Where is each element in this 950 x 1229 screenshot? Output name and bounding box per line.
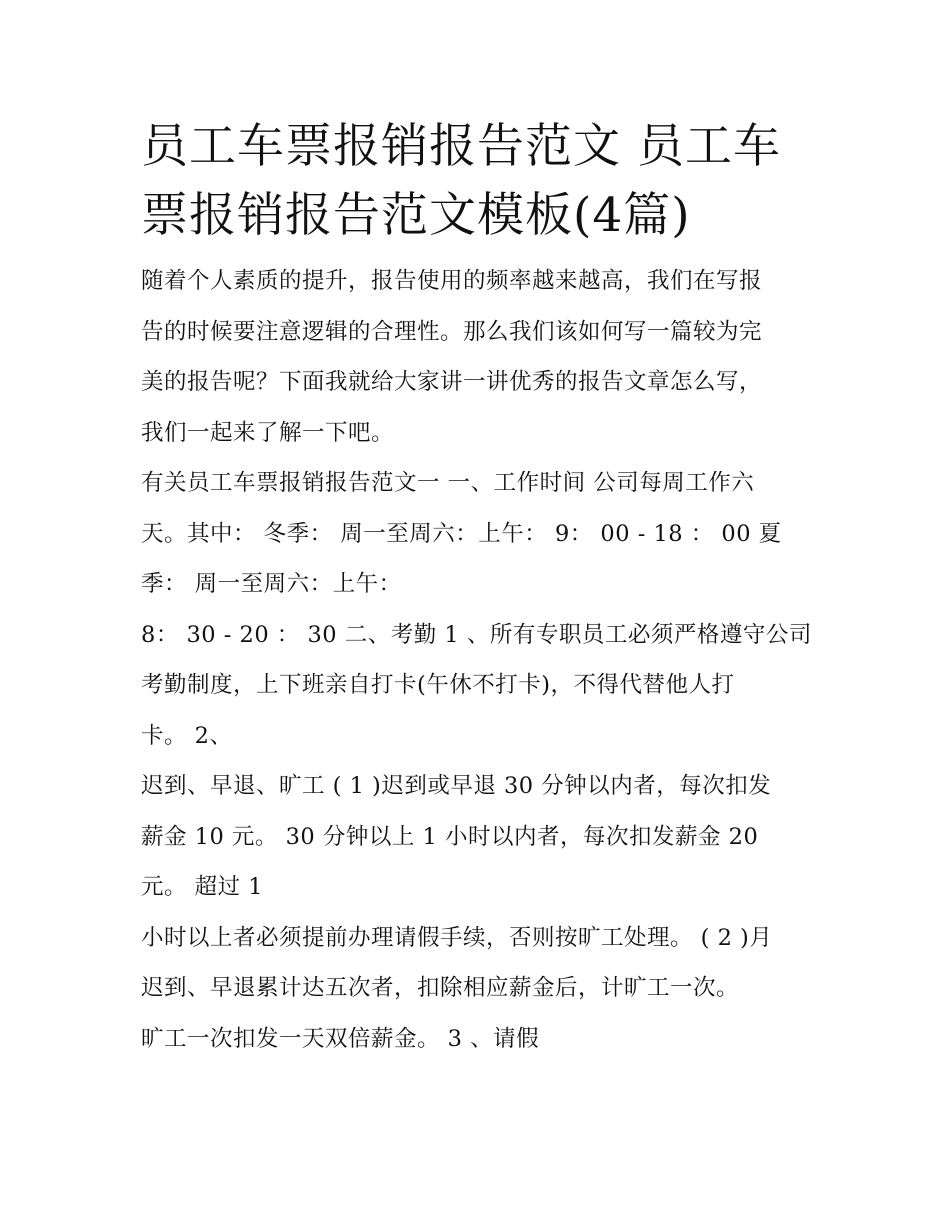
text-line: 旷工一次扣发一天双倍薪金。 3 、请假 <box>141 1025 540 1052</box>
text-line: 8： 30 - 20 ： 30 二、考勤 1 、所有专职员工必须严格遵守公司 <box>141 621 812 648</box>
text-line: 元。 超过 1 <box>141 874 264 900</box>
intro-paragraph <box>141 256 813 458</box>
document-title <box>141 112 813 250</box>
text-line: 小时以上者必须提前办理请假手续，否则按旷工处理。 ( 2 )月 <box>141 924 773 951</box>
text-line: 我们一起来了解一下吧。 <box>141 419 395 446</box>
text-line: 随着个人素质的提升，报告使用的频率越来越高，我们在写报 <box>141 268 763 294</box>
text-line: 美的报告呢？下面我就给大家讲一讲优秀的报告文章怎么写， <box>141 369 763 395</box>
title-line: 员工车票报销报告范文 员工车 <box>141 119 781 174</box>
title-line: 票报销报告范文模板(4篇) <box>141 188 691 243</box>
text-line: 天。其中： 冬季： 周一至周六：上午： 9： 00 - 18 ： 00 夏 <box>141 520 782 547</box>
text-line: 迟到、早退、旷工 ( 1 )迟到或早退 30 分钟以内者，每次扣发 <box>141 773 772 799</box>
text-line: 告的时候要注意逻辑的合理性。那么我们该如何写一篇较为完 <box>141 318 763 345</box>
text-line: 迟到、早退累计达五次者，扣除相应薪金后，计旷工一次。 <box>141 975 740 1001</box>
text-line: 有关员工车票报销报告范文一 一、工作时间 公司每周工作六 <box>141 470 755 496</box>
work-time-paragraph <box>141 458 813 610</box>
attendance-paragraph <box>141 610 813 762</box>
text-line: 考勤制度，上下班亲自打卡(午休不打卡)，不得代替他人打 <box>141 672 735 698</box>
absence-paragraph <box>141 913 813 1065</box>
text-line: 薪金 10 元。 30 分钟以上 1 小时以内者，每次扣发薪金 20 <box>141 823 759 850</box>
lateness-paragraph <box>141 761 813 913</box>
document-page <box>141 112 813 1064</box>
text-line: 季： 周一至周六：上午： <box>141 571 402 597</box>
text-line: 卡。 2、 <box>141 722 233 749</box>
